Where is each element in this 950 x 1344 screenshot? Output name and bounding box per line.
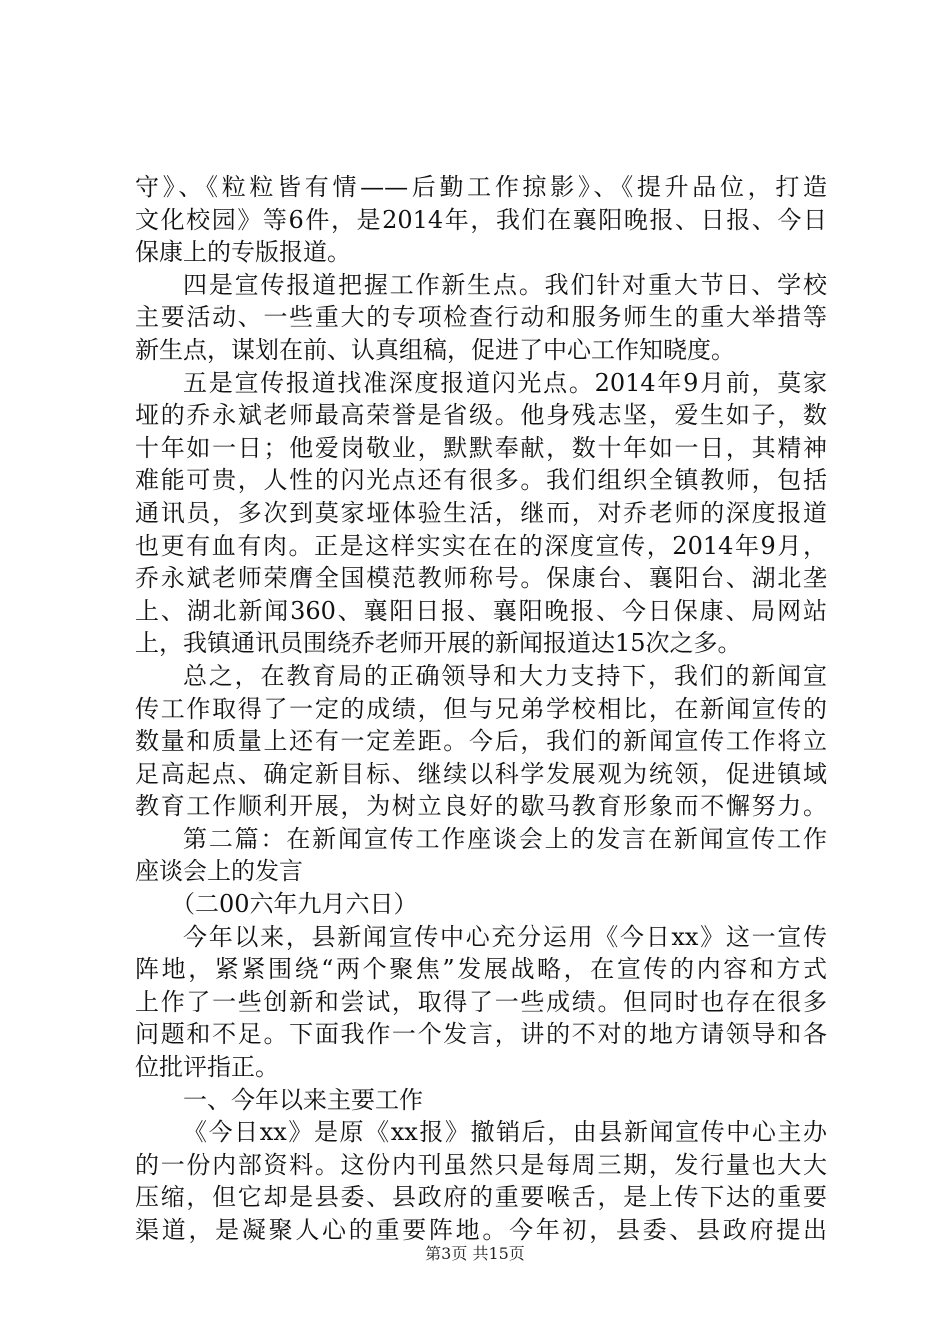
text-line: 通讯员，多次到莫家垭体验生活，继而，对乔老师的深度报道 <box>135 498 827 527</box>
text-line: （二00六年九月六日） <box>171 890 418 919</box>
text-line: 第二篇：在新闻宣传工作座谈会上的发言在新闻宣传工作 <box>183 824 827 853</box>
text-line: 十年如一日；他爱岗敬业，默默奉献，数十年如一日，其精神 <box>135 433 827 462</box>
text-line: 数量和质量上还有一定差距。今后，我们的新闻宣传工作将立 <box>135 727 827 756</box>
text-line: 守》、《粒粒皆有情——后勤工作掠影》、《提升品位，打造 <box>135 173 827 201</box>
text-line: 四是宣传报道把握工作新生点。我们针对重大节日、学校 <box>183 270 827 299</box>
text-line: 今年以来，县新闻宣传中心充分运用《今日xx》这一宣传 <box>183 922 827 951</box>
text-line: 足高起点、确定新目标、继续以科学发展观为统领，促进镇域 <box>135 759 827 788</box>
text-line: 主要活动、一些重大的专项检查行动和服务师生的重大举措等 <box>135 303 827 332</box>
text-line: 传工作取得了一定的成绩，但与兄弟学校相比，在新闻宣传的 <box>135 694 827 723</box>
text-line: 问题和不足。下面我作一个发言，讲的不对的地方请领导和各 <box>135 1020 827 1049</box>
text-line: 难能可贵，人性的闪光点还有很多。我们组织全镇教师，包括 <box>135 466 827 495</box>
text-line: 的一份内部资料。这份内刊虽然只是每周三期，发行量也大大 <box>135 1150 827 1179</box>
text-line: 也更有血有肉。正是这样实实在在的深度宣传，2014年9月， <box>135 531 827 560</box>
text-line: 位批评指正。 <box>135 1053 279 1082</box>
text-line: 一、今年以来主要工作 <box>183 1085 423 1114</box>
text-line: 压缩，但它却是县委、县政府的重要喉舌，是上传下达的重要 <box>135 1183 827 1212</box>
text-line: 保康上的专版报道。 <box>135 238 351 267</box>
text-line: 《今日xx》是原《xx报》撤销后，由县新闻宣传中心主办 <box>183 1118 827 1147</box>
text-line: 垭的乔永斌老师最高荣誉是省级。他身残志坚，爱生如子，数 <box>135 401 827 430</box>
text-line: 乔永斌老师荣膺全国模范教师称号。保康台、襄阳台、湖北垄 <box>135 564 827 593</box>
text-line: 上，我镇通讯员围绕乔老师开展的新闻报道达15次之多。 <box>135 629 742 658</box>
text-line: 五是宣传报道找准深度报道闪光点。2014年9月前，莫家 <box>183 368 827 397</box>
text-line: 总之，在教育局的正确领导和大力支持下，我们的新闻宣 <box>183 661 827 690</box>
text-line: 上作了一些创新和尝试，取得了一些成绩。但同时也存在很多 <box>135 987 827 1016</box>
text-line: 座谈会上的发言 <box>135 857 303 886</box>
text-line: 文化校园》等6件，是2014年，我们在襄阳晚报、日报、今日 <box>135 205 827 234</box>
text-line: 上、湖北新闻360、襄阳日报、襄阳晚报、今日保康、局网站 <box>135 596 827 625</box>
page-footer: 第3页 共15页 <box>425 1244 525 1263</box>
text-line: 教育工作顺利开展，为树立良好的歇马教育形象而不懈努力。 <box>135 792 827 821</box>
text-line: 渠道，是凝聚人心的重要阵地。今年初，县委、县政府提出 <box>135 1216 827 1244</box>
text-line: 阵地，紧紧围绕“两个聚焦”发展战略，在宣传的内容和方式 <box>135 955 827 984</box>
text-line: 新生点，谋划在前、认真组稿，促进了中心工作知晓度。 <box>135 335 735 364</box>
document-body <box>135 171 827 1247</box>
